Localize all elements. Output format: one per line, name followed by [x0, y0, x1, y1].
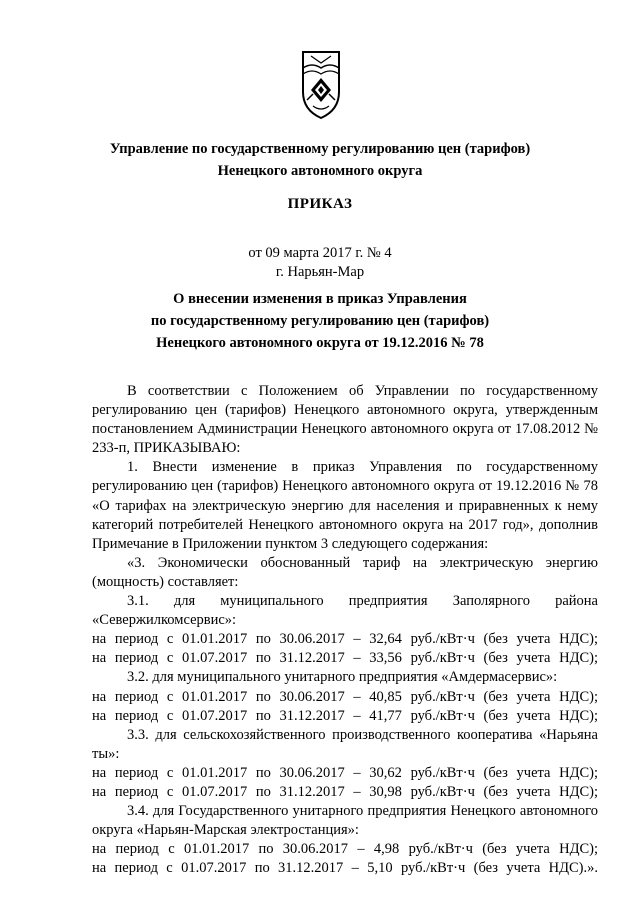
section-heading: 3.2. для муниципального унитарного предприятия «Амдермасервис»:: [127, 669, 558, 686]
item-3-intro: «3. Экономически обоснованный тариф на электрическую энергию (мощность) составляет:: [92, 554, 598, 590]
preamble-paragraph: В соответствии с Положением об Управлении по государственному регулированию цен (тарифов) Ненецкого автономного округа, утвержденным постановлением Администрации Ненецкого автономного округа от 17.08.2012 № 233-п, ПРИКАЗЫВАЮ:: [92, 383, 598, 457]
document-body: [92, 382, 598, 878]
section-heading: 3.3. для сельскохозяйственного производственного кооператива «Нарьяна ты»:: [92, 726, 598, 762]
org-line-2: Ненецкого автономного округа: [217, 163, 423, 179]
organization-name: [0, 138, 640, 182]
rate-line: на период с 01.07.2017 по 31.12.2017 – 5,10 руб./кВт·ч (без учета НДС).».: [92, 860, 598, 877]
subject-line-3: Ненецкого автономного округа от 19.12.2016 № 78: [156, 335, 484, 351]
rate-line: на период с 01.01.2017 по 30.06.2017 – 30,62 руб./кВт·ч (без учета НДС);: [92, 764, 598, 781]
rate-line: на период с 01.07.2017 по 31.12.2017 – 30,98 руб./кВт·ч (без учета НДС);: [92, 783, 598, 800]
rate-line: на период с 01.01.2017 по 30.06.2017 – 4,98 руб./кВт·ч (без учета НДС);: [92, 841, 598, 858]
document-subject: [0, 288, 640, 354]
subject-line-2: по государственному регулированию цен (тарифов): [150, 313, 490, 329]
rate-line: на период с 01.07.2017 по 31.12.2017 – 33,56 руб./кВт·ч (без учета НДС);: [92, 650, 598, 667]
coat-of-arms-icon: [297, 48, 345, 120]
rate-line: на период с 01.01.2017 по 30.06.2017 – 40,85 руб./кВт·ч (без учета НДС);: [92, 688, 598, 705]
rate-line: на период с 01.01.2017 по 30.06.2017 – 32,64 руб./кВт·ч (без учета НДС);: [92, 631, 598, 648]
document-place: г. Нарьян-Мар: [275, 264, 365, 280]
section-heading: 3.4. для Государственного унитарного предприятия Ненецкого автономного округа «Нарьян-Марская электростанция»:: [92, 803, 598, 839]
org-line-1: Управление по государственному регулированию цен (тарифов): [109, 141, 531, 157]
date-place-block: [0, 244, 640, 282]
section-heading: 3.1. для муниципального предприятия Заполярного района «Севержилкомсервис»:: [92, 593, 598, 629]
document-date-number: от 09 марта 2017 г. № 4: [248, 245, 392, 261]
subject-line-1: О внесении изменения в приказ Управления: [173, 291, 467, 307]
item-1-paragraph: 1. Внести изменение в приказ Управления по государственному регулированию цен (тарифов) Ненецкого автономного округа от 19.12.2016 № 78 «О тарифах на электрическую энергию для населения и приравненных к нему категорий потребителей Ненецкого автономного округа на 2017 год», дополнив Примечание в Приложении пунктом 3 следующего содержания:: [92, 459, 598, 552]
document-type: ПРИКАЗ: [287, 196, 353, 212]
rate-line: на период с 01.07.2017 по 31.12.2017 – 41,77 руб./кВт·ч (без учета НДС);: [92, 707, 598, 724]
